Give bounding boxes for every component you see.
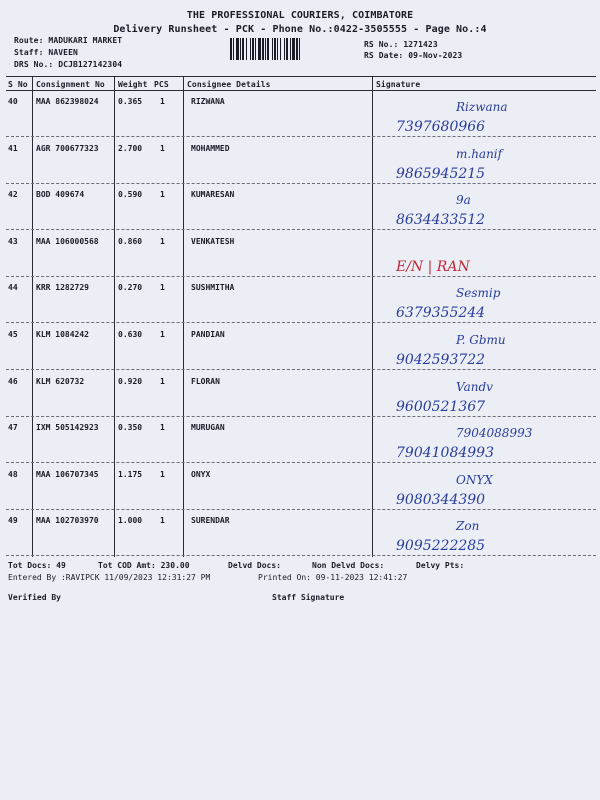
cell-weight: 1.175 xyxy=(118,469,143,479)
cell-consignment: MAA 106000568 xyxy=(36,236,99,246)
signature-phone: E/N | RAN xyxy=(396,258,470,275)
drs-label: DRS No.: xyxy=(14,60,54,69)
printed-on: Printed On: 09-11-2023 12:41:27 xyxy=(258,573,408,582)
entered-by: Entered By :RAVIPCK 11/09/2023 12:31:27 PM xyxy=(8,573,211,582)
rs-date-value: 09-Nov-2023 xyxy=(408,51,463,60)
barcode-bar xyxy=(277,38,278,60)
signature-name: 7904088993 xyxy=(456,426,533,441)
signature-phone: 9042593722 xyxy=(396,352,486,368)
cell-sno: 41 xyxy=(8,143,18,153)
cell-consignee: RIZWANA xyxy=(191,97,225,106)
col-header-consignment: Consignment No xyxy=(36,80,105,89)
cell-consignee: MURUGAN xyxy=(191,423,225,433)
barcode-bar xyxy=(296,38,298,60)
signature-phone: 9865945215 xyxy=(396,165,486,182)
cell-weight: 2.700 xyxy=(118,143,143,153)
cell-weight: 0.365 xyxy=(118,97,143,106)
signature-name: m.hanif xyxy=(456,146,503,161)
cell-consignee: FLORAN xyxy=(191,376,220,386)
cell-consignment: IXM 505142923 xyxy=(36,423,99,433)
cell-weight: 0.270 xyxy=(118,283,143,293)
barcode-bar xyxy=(240,38,241,60)
rs-no-value: 1271423 xyxy=(403,40,438,49)
total-cod-amount: Tot COD Amt: 230.00 xyxy=(98,561,190,570)
signature-name: Sesmip xyxy=(456,286,501,301)
barcode-bar xyxy=(286,38,288,60)
barcode-bar xyxy=(299,38,300,60)
signature-name: 9a xyxy=(456,193,471,208)
barcode-bar xyxy=(262,38,264,60)
cell-weight: 0.630 xyxy=(118,330,143,339)
signature-phone: 8634433512 xyxy=(396,212,486,229)
signature-handwriting xyxy=(376,324,596,370)
cell-pcs: 1 xyxy=(160,469,165,479)
table-row xyxy=(6,324,596,370)
cell-pcs: 1 xyxy=(160,97,165,106)
barcode-bar xyxy=(236,38,239,60)
signature-name: Zon xyxy=(456,519,480,534)
barcode-bar xyxy=(233,38,234,60)
drs-value: DCJB127142304 xyxy=(58,60,123,69)
barcode-bar xyxy=(280,38,281,60)
cell-pcs: 1 xyxy=(160,330,165,339)
route-label: Route: xyxy=(14,36,44,45)
barcode-bar xyxy=(274,38,276,60)
col-header-consignee: Consignee Details xyxy=(187,80,271,89)
cell-sno: 48 xyxy=(8,469,18,479)
table-row xyxy=(6,91,596,137)
runsheet-title: Delivery Runsheet - PCK - Phone No.:0422-3505555 - Page No.:4 xyxy=(113,24,487,35)
col-header-sno: S No xyxy=(8,80,28,89)
barcode-bar xyxy=(250,38,251,60)
barcode-bar xyxy=(265,38,266,60)
cell-weight: 0.920 xyxy=(118,376,143,386)
cell-sno: 43 xyxy=(8,236,18,246)
cell-consignment: MAA 102703970 xyxy=(36,516,99,526)
signature-handwriting xyxy=(376,277,596,323)
delivery-points: Delvy Pts: xyxy=(416,561,465,570)
barcode-bar xyxy=(284,38,285,60)
staff-label: Staff: xyxy=(14,48,44,57)
signature-name: P. Gbmu xyxy=(456,333,506,347)
cell-consignee: KUMARESAN xyxy=(191,190,235,200)
cell-pcs: 1 xyxy=(160,190,165,200)
rs-no-label: RS No.: xyxy=(364,40,399,49)
barcode-bar xyxy=(267,38,269,60)
cell-pcs: 1 xyxy=(160,236,165,246)
barcode-bar xyxy=(246,38,247,60)
verified-by: Verified By xyxy=(8,593,61,602)
delivered-docs: Delvd Docs: xyxy=(228,561,281,570)
cell-sno: 46 xyxy=(8,376,18,386)
barcode-bar xyxy=(272,38,273,60)
cell-pcs: 1 xyxy=(160,376,165,386)
cell-consignee: SUSHMITHA xyxy=(191,283,235,293)
company-title: THE PROFESSIONAL COURIERS, COIMBATORE xyxy=(186,10,414,21)
cell-consignee: ONYX xyxy=(191,469,211,479)
barcode-bar xyxy=(242,38,244,60)
table-top-rule xyxy=(6,76,596,77)
cell-sno: 40 xyxy=(8,97,18,106)
cell-sno: 42 xyxy=(8,190,18,200)
table-row xyxy=(6,510,596,556)
table-row xyxy=(6,371,596,417)
rs-date-label: RS Date: xyxy=(364,51,404,60)
cell-consignment: KRR 1282729 xyxy=(36,283,89,293)
cell-sno: 44 xyxy=(8,283,18,293)
cell-weight: 1.000 xyxy=(118,516,143,526)
table-row xyxy=(6,277,596,323)
barcode-bar xyxy=(252,38,254,60)
cell-sno: 49 xyxy=(8,516,18,526)
non-delivered-docs: Non Delvd Docs: xyxy=(312,561,385,570)
barcode xyxy=(230,38,354,60)
signature-name: ONYX xyxy=(456,472,493,487)
cell-consignment: MAA 862398024 xyxy=(36,97,99,106)
signature-phone: 9600521367 xyxy=(396,398,486,415)
table-row xyxy=(6,138,596,184)
route-value: MADUKARI MARKET xyxy=(48,36,123,45)
signature-handwriting xyxy=(376,417,596,463)
cell-sno: 47 xyxy=(8,423,18,433)
signature-phone: 6379355244 xyxy=(396,305,486,322)
cell-weight: 0.350 xyxy=(118,423,143,433)
cell-pcs: 1 xyxy=(160,423,165,433)
signature-name: Rizwana xyxy=(456,100,508,114)
table-row xyxy=(6,417,596,463)
signature-handwriting xyxy=(376,510,596,556)
col-header-weight: Weight xyxy=(118,80,148,89)
barcode-bar xyxy=(230,38,232,60)
cell-consignee: PANDIAN xyxy=(191,330,225,339)
row-separator xyxy=(6,555,596,556)
cell-consignment: MAA 106707345 xyxy=(36,469,99,479)
cell-consignment: AGR 700677323 xyxy=(36,143,99,153)
cell-pcs: 1 xyxy=(160,516,165,526)
table-row xyxy=(6,184,596,230)
signature-handwriting xyxy=(376,91,596,137)
signature-phone: 9095222285 xyxy=(396,538,486,555)
signature-handwriting xyxy=(376,231,596,277)
col-header-pcs: PCS xyxy=(154,80,169,89)
barcode-bar xyxy=(290,38,291,60)
col-header-signature: Signature xyxy=(376,80,421,89)
signature-phone: 9080344390 xyxy=(396,491,486,508)
signature-phone: 7397680966 xyxy=(396,119,486,135)
table-row xyxy=(6,464,596,510)
barcode-bar xyxy=(255,38,256,60)
cell-consignee: MOHAMMED xyxy=(191,143,230,153)
total-docs: Tot Docs: 49 xyxy=(8,561,66,570)
barcode-bar xyxy=(292,38,295,60)
staff-value: NAVEEN xyxy=(48,48,78,57)
cell-pcs: 1 xyxy=(160,143,165,153)
staff-signature: Staff Signature xyxy=(272,593,345,602)
signature-name: Vandv xyxy=(456,379,493,394)
cell-consignee: SURENDAR xyxy=(191,516,230,526)
cell-pcs: 1 xyxy=(160,283,165,293)
signature-phone: 79041084993 xyxy=(396,445,494,462)
cell-sno: 45 xyxy=(8,330,18,339)
cell-weight: 0.860 xyxy=(118,236,143,246)
cell-consignee: VENKATESH xyxy=(191,236,235,246)
cell-consignment: KLM 620732 xyxy=(36,376,85,386)
barcode-bar xyxy=(258,38,261,60)
signature-handwriting xyxy=(376,184,596,230)
cell-consignment: BOD 409674 xyxy=(36,190,85,200)
cell-consignment: KLM 1084242 xyxy=(36,330,89,339)
signature-handwriting xyxy=(376,138,596,184)
table-row xyxy=(6,231,596,277)
signature-handwriting xyxy=(376,464,596,510)
signature-handwriting xyxy=(376,371,596,417)
cell-weight: 0.590 xyxy=(118,190,143,200)
